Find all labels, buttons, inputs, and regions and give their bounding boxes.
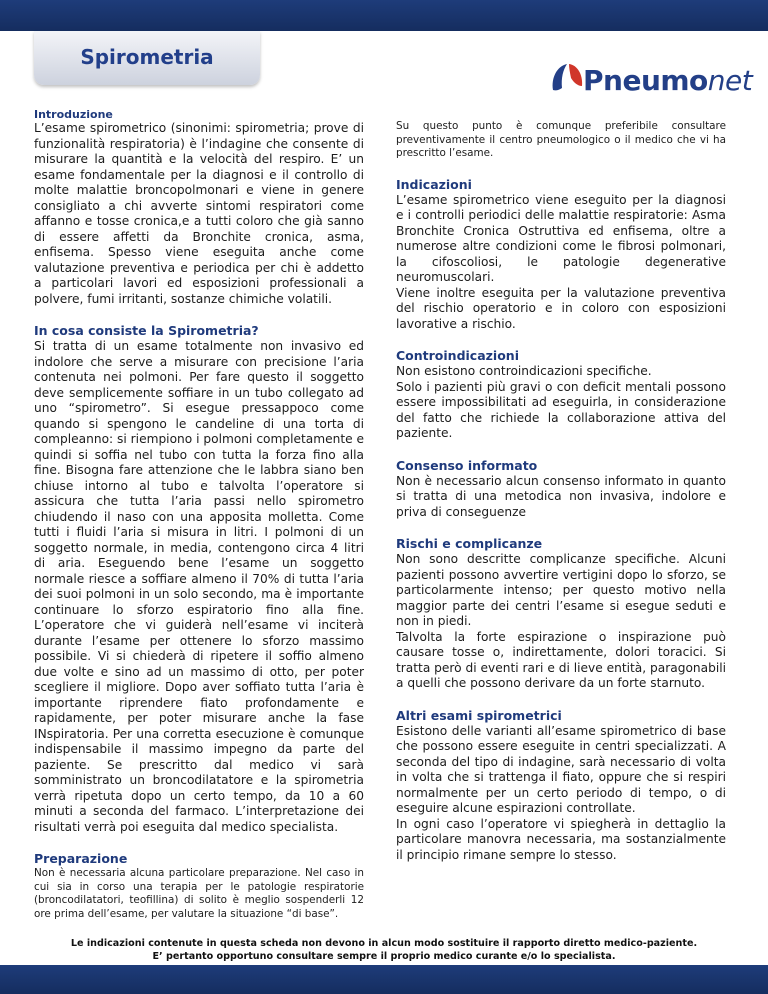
section-body: Non è necessaria alcuna particolare preparazione. Nel caso in cui sia in corso una terapia per le patologie respiratorie (broncodilatatori, teofillina) di solito è meglio sospenderli 12 ore prima dell’esame, per valutare la situazione “di base”. xyxy=(34,867,364,920)
section-title: Preparazione xyxy=(34,851,128,866)
section-body: Non è necessario alcun consenso informato in quanto si tratta di una metodica non invasiva, indolore e priva di conseguenze xyxy=(396,473,726,519)
bottom-bar xyxy=(0,965,768,994)
left-column xyxy=(34,108,364,921)
logo-text-italic: net xyxy=(707,64,753,97)
section-body: L’esame spirometrico (sinonimi: spirometria; prove di funzionalità respiratoria) è l’indagine che consente di misurare la quantità e la velocità del respiro. E’ un esame fondamentale per la diagnosi e il controllo di molte malattie broncopolmonari e viene in genere consigliato a chi avverte sintomi respiratori come affanno e tosse cronica,e a tutti coloro che già sanno di essere affetti da Bronchite cronica, asma, enfisema. Spesso viene eseguita anche come valutazione preventiva e periodica per chi è addetto a particolari lavori ed esposizioni professionali a polvere, fumi irritanti, sostanze chimiche volatili. xyxy=(34,121,364,306)
section-body-continued: In ogni caso l’operatore vi spiegherà in dettaglio la particolare manovra necessaria, ma sostanzialmente il principio rimane sempre lo stesso. xyxy=(396,816,726,862)
section-preparazione xyxy=(34,851,364,921)
section-consenso-informato xyxy=(396,458,726,521)
right-column xyxy=(396,108,726,863)
section-body-continued: Talvolta la forte espirazione o inspirazione può causare tosse o, indirettamente, dolori toracici. Si tratta però di eventi rari e di lieve entità, paragonabili a quelli che possono derivare da un forte starnuto. xyxy=(396,629,726,690)
pneumonet-logo xyxy=(549,60,753,100)
section-title: Indicazioni xyxy=(396,176,472,192)
section-body: Esistono delle varianti all’esame spirometrico di base che possono essere eseguite in centri specializzati. A seconda del tipo di indagine, sarà necessario di volta in volta che si trattenga il fiato, oppure che si respiri normalmente per un certo periodo di tempo, o di eseguire alcune espirazioni controllate. xyxy=(396,723,726,815)
section-body-continued: Solo i pazienti più gravi o con deficit mentali possono essere impossibilitati ad eseguirla, in considerazione del fatto che richiede la collaborazione attiva del paziente. xyxy=(396,379,726,440)
section-title: Controindicazioni xyxy=(396,348,519,363)
logo-text-bold: Pneumo xyxy=(583,64,708,97)
section-title: In cosa consiste la Spirometria? xyxy=(34,323,259,338)
intro-note: Su questo punto è comunque preferibile consultare preventivamente il centro pneumologico o il medico che vi ha prescritto l’esame. xyxy=(396,120,726,159)
section-title: Introduzione xyxy=(34,108,113,121)
section-title: Altri esami spirometrici xyxy=(396,707,562,723)
section-body: L’esame spirometrico viene eseguito per la diagnosi e i controlli periodici delle malattie respiratorie: Asma Bronchite Cronica Ostruttiva ed enfisema, oltre a numerose altre condizioni come le fibrosi polmonari, la cifoscoliosi, le patologie degenerative neuromuscolari. xyxy=(396,192,726,284)
disclaimer-line-2: E’ pertanto opportuno consultare sempre il proprio medico curante e/o lo specialista. xyxy=(152,951,616,962)
section-altri-esami xyxy=(396,708,726,864)
top-bar xyxy=(0,0,768,31)
lungs-logo-icon xyxy=(549,60,585,98)
disclaimer-footer xyxy=(0,937,768,963)
section-title: Rischi e complicanze xyxy=(396,536,543,551)
section-body: Si tratta di un esame totalmente non invasivo ed indolore che serve a misurare con precisione l’aria contenuta nei polmoni. Per fare questo il soggetto deve semplicemente soffiare in un tubo collegato ad uno “spirometro”. Si esegue pressappoco come quando si spengono le candeline di una torta di compleanno: si riempiono i polmoni completamente e quindi si soffia nel tubo con tutta la forza fino alla fine. Bisogna fare attenzione che le labbra siano ben chiuse intorno al tubo e talvolta l’operatore si assicura che tutta l’aria passi nello spirometro chiudendo il naso con una apposita molletta. Come tutti i fluidi l’aria si misura in litri. I polmoni di un soggetto normale, in media, contengono circa 4 litri di aria. Eseguendo bene l’esame un soggetto normale riesce a soffiare almeno il 70% di tutta l’aria dei suoi polmoni in un solo secondo, ma è importante continuare lo sforzo espiratorio fino alla fine. L’operatore che vi guiderà nell’esame vi inciterà durante l’esame per ottenere lo sforzo massimo possibile. Vi si chiederà di ripetere il soffio almeno due volte e sino ad un massimo di otto, per poter scegliere il migliore. Dopo aver soffiato tutta l’aria è importante riprendere fiato profondamente e rapidamente, per poter misurare anche la fase INspiratoria. Per una corretta esecuzione è comunque indispensabile il massimo impegno da parte del paziente. Se prescritto dal medico vi sarà somministrato un broncodilatatore e la spirometria verrà ripetuta dopo un certo tempo, da 10 a 60 minuti a seconda del farmaco. L’interpretazione dei risultati verrà poi eseguita dal medico specialista. xyxy=(34,339,364,834)
section-rischi-complicanze xyxy=(396,536,726,692)
section-controindicazioni xyxy=(396,348,726,442)
page-title: Spirometria xyxy=(80,45,214,69)
section-indicazioni xyxy=(396,177,726,333)
title-tab xyxy=(34,31,260,85)
section-title: Consenso informato xyxy=(396,457,538,473)
section-body: Non sono descritte complicanze specifiche. Alcuni pazienti possono avvertire vertigini dopo lo sforzo, se particolarmente intenso; per questo motivo nella maggior parte dei centri l’esame si esegue seduti e non in piedi. xyxy=(396,552,726,628)
section-introduzione xyxy=(34,108,364,307)
logo-text xyxy=(583,64,752,97)
section-body: Non esistono controindicazioni specifiche. xyxy=(396,364,652,378)
section-in-cosa-consiste xyxy=(34,323,364,835)
disclaimer-line-1: Le indicazioni contenute in questa scheda non devono in alcun modo sostituire il rapporto diretto medico-paziente. xyxy=(70,938,698,949)
section-body-continued: Viene inoltre eseguita per la valutazione preventiva del rischio operatorio e in coloro con esposizioni lavorative a rischio. xyxy=(396,285,726,331)
